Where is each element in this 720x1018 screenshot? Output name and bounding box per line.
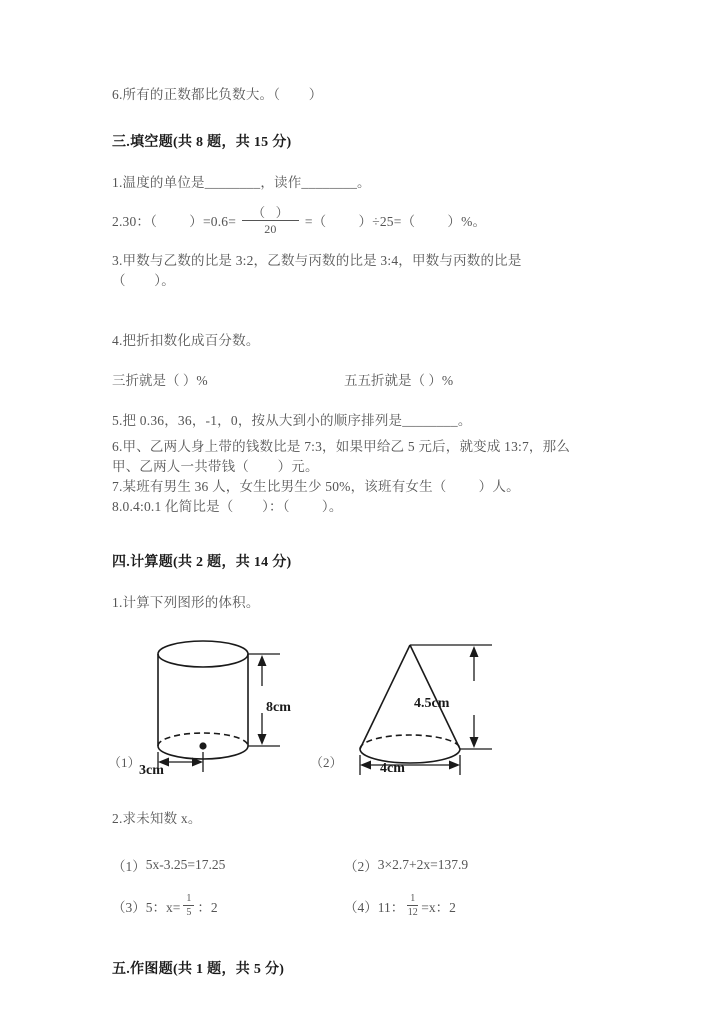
calc-question-1-title: 1.计算下列图形的体积。 [112, 595, 260, 610]
equation-item [112, 893, 344, 918]
section-heading-fill-in-blank: 三.填空题(共 8 题，共 15 分) [112, 135, 292, 150]
equation-2-text: 3×2.7+2x=137.9 [377, 857, 469, 872]
equation-3-fraction [183, 893, 194, 918]
fill-question-8: 8.0.4:0.1 化简比是（ ）：（ ）。 [112, 499, 343, 514]
cone-height-label: 4.5cm [414, 696, 450, 711]
fill-question-2-prefix: 2.30：（ ）=0.6= [112, 214, 237, 229]
equation-item [112, 855, 344, 875]
equation-4-number: （4） [344, 899, 378, 915]
fill-question-4-answers [112, 369, 612, 389]
fill-question-4-right: 五五折就是（ ）% [344, 373, 454, 388]
figure-1-label: （1） [108, 755, 141, 770]
fill-question-4-left: 三折就是（ ）% [112, 373, 208, 388]
equation-4-numerator: 1 [410, 893, 416, 904]
equation-3-numerator: 1 [186, 893, 192, 904]
equation-3-denominator: 5 [186, 907, 192, 918]
equation-item [344, 855, 612, 875]
judgement-item-6: 6.所有的正数都比负数大。（ ） [112, 87, 323, 102]
equation-4-prefix: 11： [377, 899, 405, 915]
volume-figures [108, 631, 612, 791]
equation-4-suffix: =x：2 [421, 899, 456, 915]
equation-list [112, 855, 612, 918]
cylinder-height-label: 8cm [266, 700, 291, 715]
fill-question-6-line1: 6.甲、乙两人身上带的钱数比是 7:3，如果甲给乙 5 元后，就变成 13:7，那么 [112, 439, 571, 454]
calc-question-2-title: 2.求未知数 x。 [112, 811, 202, 826]
fill-question-2-suffix: =（ ）÷25=（ ）%。 [304, 214, 487, 229]
equation-4-denominator: 12 [407, 907, 418, 918]
fraction-numerator: （ ） [252, 205, 289, 220]
equation-3-number: （3） [112, 899, 146, 915]
equation-3-suffix: ：2 [197, 899, 218, 915]
page-content [108, 85, 612, 978]
fill-question-3-line2: （ ）。 [112, 273, 175, 288]
equation-1-text: 5x-3.25=17.25 [145, 857, 226, 872]
equation-3-prefix: 5：x= [145, 899, 181, 915]
fill-question-5: 5.把 0.36，36，-1，0，按从大到小的顺序排列是________。 [112, 413, 472, 428]
section-heading-drawing: 五.作图题(共 1 题，共 5 分) [112, 962, 285, 977]
equation-2-number: （2） [344, 859, 378, 874]
cone-diameter-label: 4cm [380, 761, 405, 776]
equation-1-number: （1） [112, 859, 146, 874]
fill-question-6-line2: 甲、乙两人一共带钱（ ）元。 [112, 459, 319, 474]
fill-question-1: 1.温度的单位是________，读作________。 [112, 175, 371, 190]
cone-figure [302, 631, 562, 791]
cylinder-figure [112, 631, 322, 791]
section-heading-calculation: 四.计算题(共 2 题，共 14 分) [112, 555, 292, 570]
fill-question-4-title: 4.把折扣数化成百分数。 [112, 333, 260, 348]
equation-item [344, 893, 612, 918]
fill-question-7: 7.某班有男生 36 人，女生比男生少 50%，该班有女生（ ）人。 [112, 479, 520, 494]
cylinder-radius-label: 3cm [139, 763, 164, 778]
equation-4-fraction [407, 893, 418, 918]
figure-2-label: （2） [310, 755, 343, 770]
fill-question-2 [112, 207, 612, 237]
fraction-denominator: 20 [264, 222, 277, 236]
fraction-blank-over-20 [242, 206, 299, 236]
fill-question-3-line1: 3.甲数与乙数的比是 3:2，乙数与丙数的比是 3:4，甲数与丙数的比是 [112, 253, 522, 268]
